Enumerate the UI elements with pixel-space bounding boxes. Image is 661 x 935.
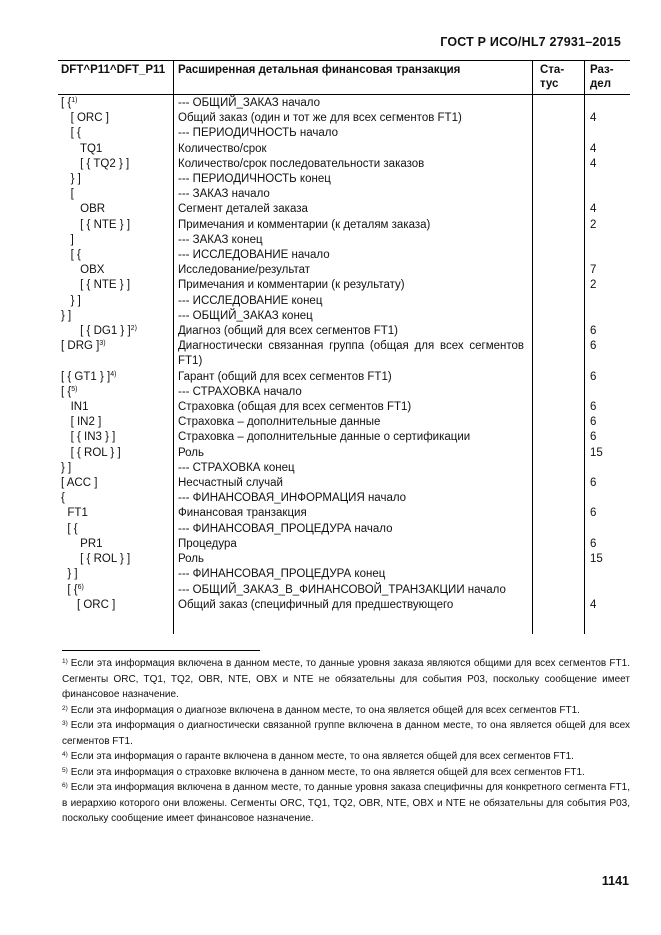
standard-header: ГОСТ Р ИСО/HL7 27931–2015	[440, 35, 621, 49]
table-top-rule	[58, 60, 630, 61]
description-cell: --- ОБЩИЙ_ЗАКАЗ_В_ФИНАНСОВОЙ_ТРАНЗАКЦИИ начало	[178, 583, 506, 596]
segment-cell: PR1	[61, 537, 103, 550]
footnote-mark: 2)	[62, 704, 68, 712]
description-cell: --- ОБЩИЙ_ЗАКАЗ конец	[178, 309, 313, 322]
table-row	[58, 202, 630, 217]
segment-cell: } ]	[61, 309, 72, 322]
footnote-text: Если эта информация о гаранте включена в данном месте, то она является общей для всех сегментов FT1.	[70, 751, 574, 762]
description-cell: Несчастный случай	[178, 477, 283, 490]
section-cell: 4	[590, 142, 597, 155]
footnote-text: Если эта информация о диагнозе включена в данном месте, то она является общей для всех сегментов FT1.	[70, 704, 580, 716]
section-cell: 6	[590, 431, 597, 444]
table-row	[58, 157, 630, 172]
description-cell: Исследование/результат	[178, 264, 310, 277]
section-cell: 2	[590, 279, 597, 292]
footnote-ref: 3)	[99, 340, 106, 348]
segment-cell: [ ORC ]	[61, 112, 109, 125]
segment-cell: [ { NTE } ]	[61, 218, 131, 231]
section-cell: 15	[590, 553, 603, 566]
table-row	[58, 598, 630, 613]
description-cell: Общий заказ (один и тот же для всех сегментов FT1)	[178, 112, 462, 125]
header-description: Расширенная детальная финансовая транзакция	[178, 64, 461, 76]
section-cell: 6	[590, 370, 597, 383]
section-cell: 6	[590, 507, 597, 520]
table-row	[58, 324, 630, 339]
footnote-text: Если эта информация включена в данном месте, то данные уровня заказа являются общими для всех сегментов FT1. Сегменты ORC, TQ1, TQ2, OBR, NTE, OBX и NTE не обязательны для события P03, поскольку сообщение имеет финансовое назначение.	[62, 658, 630, 700]
description-cell: Диагностически связанная группа (общая для всех сегментов FT1)	[178, 340, 524, 368]
table-row	[58, 187, 630, 202]
table-row	[58, 142, 630, 157]
footnote-ref: 4)	[110, 370, 117, 378]
description-cell: Примечания и комментарии (к деталям заказа)	[178, 218, 431, 231]
segment-cell: IN1	[61, 401, 89, 414]
section-cell: 4	[590, 112, 597, 125]
segment-cell: [ { GT1 } ]$^{4)}$	[61, 370, 117, 383]
footnote-ref: 2)	[130, 325, 137, 333]
footnote-text: Если эта информация включена в данном месте, то данные уровня заказа специфичны для конкретного сегмента FT1, в иерархию которого они вложены. Сегменты ORC, TQ1, TQ2, OBR, NTE, OBX и NTE не обязательны для события P03, поскольку сообщение имеет финансовое назначение.	[62, 782, 630, 824]
segment-cell: ]	[61, 233, 74, 246]
description-cell: Страховка – дополнительные данные о сертификации	[178, 431, 471, 444]
table-row	[58, 476, 630, 491]
page-number: 1141	[601, 874, 629, 888]
description-cell: --- СТРАХОВКА начало	[178, 385, 302, 398]
segment-cell: OBR	[61, 203, 106, 216]
description-cell: --- ЗАКАЗ конец	[178, 233, 263, 246]
segment-cell: [ { TQ2 } ]	[61, 157, 130, 170]
segment-cell: OBX	[61, 264, 105, 277]
segment-cell: [ IN2 ]	[61, 416, 102, 429]
footnote	[62, 780, 630, 827]
footnote-text: Если эта информация о страховке включена в данном месте, то она является общей для всех сегментов FT1.	[70, 766, 585, 778]
table-row	[58, 583, 630, 598]
description-cell: --- ЗАКАЗ начало	[178, 188, 270, 201]
footnote-separator	[62, 650, 260, 651]
description-cell: Сегмент деталей заказа	[178, 203, 308, 216]
segment-cell: [ {	[61, 249, 81, 262]
description-cell: Роль	[178, 553, 205, 566]
table-row	[58, 400, 630, 415]
header-status: Ста-тус	[540, 64, 565, 90]
table-row	[58, 567, 630, 582]
segment-cell: [ {	[61, 522, 78, 535]
footnote	[62, 765, 630, 781]
description-cell: Диагноз (общий для всех сегментов FT1)	[178, 325, 398, 338]
segment-cell: {	[61, 492, 65, 505]
table-row	[58, 126, 630, 141]
description-cell: --- ИССЛЕДОВАНИЕ конец	[178, 294, 323, 307]
segment-cell: [ DRG ]$^{3)}$	[61, 340, 106, 353]
table-row	[58, 370, 630, 385]
table-body	[58, 96, 630, 613]
description-cell: --- ФИНАНСОВАЯ_ПРОЦЕДУРА начало	[178, 522, 393, 535]
table-row	[58, 430, 630, 445]
segment-cell: } ]	[61, 568, 78, 581]
table-row	[58, 446, 630, 461]
table-row	[58, 522, 630, 537]
section-cell: 6	[590, 340, 597, 353]
segment-cell: [ ACC ]	[61, 477, 98, 490]
table-row	[58, 415, 630, 430]
footnote-mark: 6)	[62, 782, 68, 789]
description-cell: --- ПЕРИОДИЧНОСТЬ конец	[178, 173, 331, 186]
footnote	[62, 718, 630, 749]
section-cell: 7	[590, 264, 597, 277]
section-cell: 4	[590, 598, 597, 611]
header-bottom-rule	[58, 94, 630, 95]
description-cell: --- ПЕРИОДИЧНОСТЬ начало	[178, 127, 339, 140]
segment-cell: [ { ROL } ]	[61, 553, 131, 566]
description-cell: Роль	[178, 446, 205, 459]
segment-cell: } ]	[61, 294, 81, 307]
segment-cell: [ {$^{6)}$	[61, 583, 84, 596]
segment-cell: [ { DG1 } ]$^{2)}$	[61, 325, 137, 338]
table-row	[58, 248, 630, 263]
table-row	[58, 96, 630, 111]
segment-cell: [ {$^{5)}$	[61, 385, 78, 398]
table-row	[58, 111, 630, 126]
table-row	[58, 172, 630, 187]
table-row	[58, 552, 630, 567]
description-cell: Процедура	[178, 537, 237, 550]
table-row	[58, 385, 630, 400]
section-cell: 15	[590, 446, 603, 459]
footnote	[62, 703, 630, 719]
segment-cell: } ]	[61, 173, 81, 186]
table-row	[58, 537, 630, 552]
footnote-mark: 5)	[62, 766, 68, 774]
section-cell: 6	[590, 537, 597, 550]
segment-cell: [ {	[61, 127, 81, 140]
description-cell: --- ИССЛЕДОВАНИЕ начало	[178, 249, 330, 262]
section-cell: 6	[590, 325, 597, 338]
section-cell: 4	[590, 157, 597, 170]
section-cell: 6	[590, 477, 597, 490]
header-section: Раз-дел	[590, 64, 614, 90]
section-cell: 4	[590, 203, 597, 216]
table-row	[58, 294, 630, 309]
section-cell: 6	[590, 416, 597, 429]
header-segment: DFT^P11^DFT_P11	[61, 64, 166, 76]
table-row	[58, 309, 630, 324]
description-cell: Гарант (общий для всех сегментов FT1)	[178, 370, 392, 383]
description-cell: --- ФИНАНСОВАЯ_ИНФОРМАЦИЯ начало	[178, 492, 407, 505]
table-row	[58, 263, 630, 278]
description-cell: --- ФИНАНСОВАЯ_ПРОЦЕДУРА конец	[178, 568, 386, 581]
table-row	[58, 278, 630, 293]
table-row	[58, 218, 630, 233]
description-cell: Финансовая транзакция	[178, 507, 307, 520]
description-cell: Общий заказ (специфичный для предшествующего	[178, 598, 454, 611]
table-row	[58, 461, 630, 476]
footnote-mark: 3)	[62, 720, 68, 727]
segment-cell: } ]	[61, 461, 72, 474]
description-cell: Количество/срок	[178, 142, 267, 155]
segment-cell: [ { ROL } ]	[61, 446, 121, 459]
table-row	[58, 491, 630, 506]
footnote-ref: 1)	[71, 97, 78, 104]
segment-cell: [	[61, 188, 74, 201]
footnote-mark: 1)	[62, 658, 68, 665]
segment-cell: TQ1	[61, 142, 103, 155]
description-cell: --- СТРАХОВКА конец	[178, 461, 295, 474]
segment-cell: [ {$^{1)}$	[61, 97, 78, 109]
table-row	[58, 339, 630, 369]
footnote-ref: 5)	[71, 385, 78, 393]
footnotes	[62, 656, 630, 827]
footnote-ref: 6)	[77, 583, 84, 591]
description-cell: Количество/срок последовательности заказов	[178, 157, 425, 170]
segment-cell: [ { NTE } ]	[61, 279, 131, 292]
segment-cell: FT1	[61, 507, 88, 520]
segment-cell: [ { IN3 } ]	[61, 431, 116, 444]
footnote-text: Если эта информация о диагностически связанной группе включена в данном месте, то она является общей для всех сегментов FT1.	[62, 720, 630, 747]
segment-cell: [ ORC ]	[61, 598, 116, 611]
table-row	[58, 506, 630, 521]
description-cell: Страховка (общая для всех сегментов FT1)	[178, 401, 412, 414]
footnote-mark: 4)	[62, 751, 68, 758]
section-cell: 6	[590, 401, 597, 414]
description-cell: Примечания и комментарии (к результату)	[178, 279, 405, 292]
section-cell: 2	[590, 218, 597, 231]
footnote	[62, 749, 630, 765]
description-cell: --- ОБЩИЙ_ЗАКАЗ начало	[178, 97, 320, 109]
footnote	[62, 656, 630, 703]
table-row	[58, 233, 630, 248]
description-cell: Страховка – дополнительные данные	[178, 416, 381, 429]
